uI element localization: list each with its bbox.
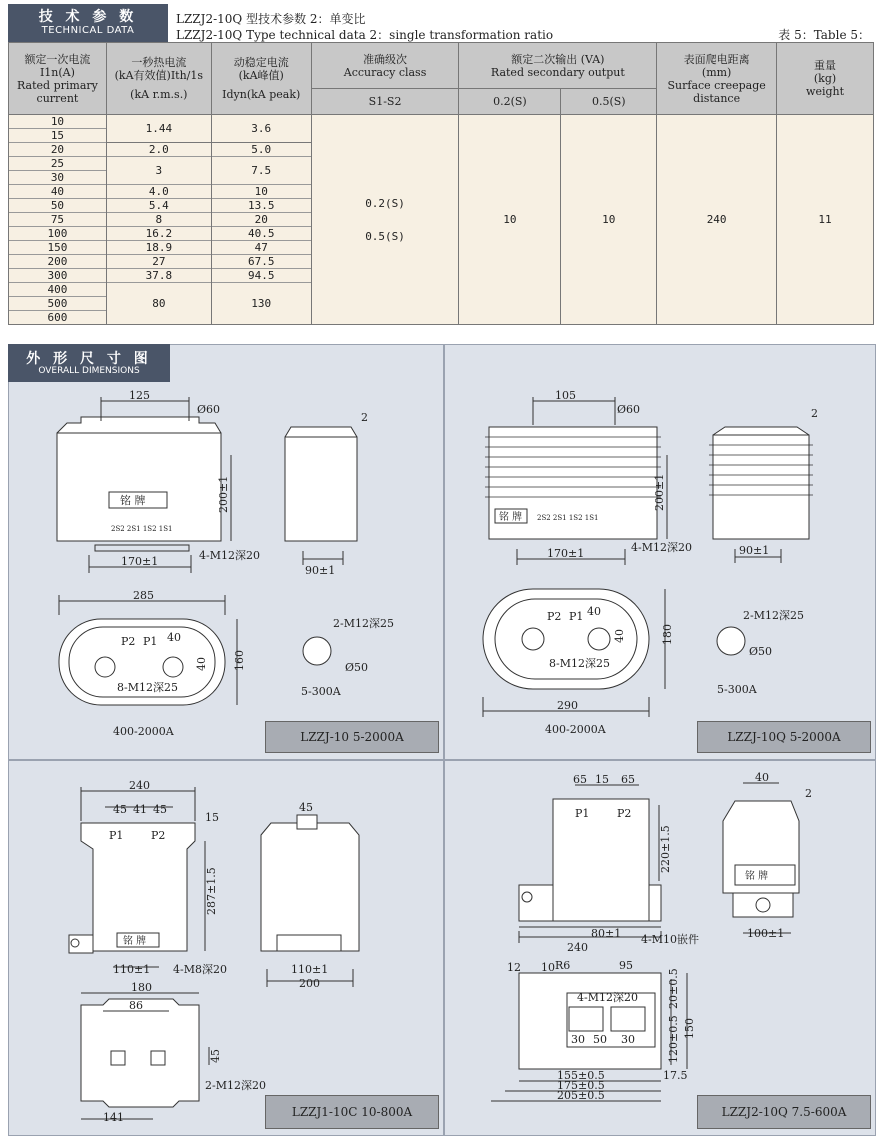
header-secondary: 额定二次输出 (VA) Rated secondary output <box>459 43 657 89</box>
sub-05: 0.5(S) <box>561 89 657 115</box>
svg-text:200±1: 200±1 <box>217 475 230 513</box>
model-label: LZZJ1-10C 10-800A <box>265 1095 439 1129</box>
overall-dimensions-badge <box>8 344 170 382</box>
svg-text:90±1: 90±1 <box>739 544 770 557</box>
thermal-cell: 8 <box>106 213 211 227</box>
svg-text:41: 41 <box>133 803 147 816</box>
svg-text:铭 牌: 铭 牌 <box>120 494 146 507</box>
svg-text:40: 40 <box>755 771 769 784</box>
header-thermal: 一秒热电流 (kA有效值)Ith/1s (kA r.m.s.) <box>106 43 211 115</box>
current-cell: 200 <box>9 255 107 269</box>
svg-text:Ø60: Ø60 <box>197 403 221 416</box>
thermal-cell: 3 <box>106 157 211 185</box>
svg-text:45: 45 <box>153 803 167 816</box>
svg-text:400-2000A: 400-2000A <box>545 723 606 736</box>
svg-text:P1: P1 <box>109 829 124 842</box>
current-cell: 600 <box>9 311 107 325</box>
accuracy-cell: 0.2(S) 0.5(S) <box>311 115 459 325</box>
svg-text:2: 2 <box>811 407 818 420</box>
thermal-cell: 37.8 <box>106 269 211 283</box>
badge-en: OVERALL DIMENSIONS <box>38 366 140 376</box>
svg-text:4-M12深20: 4-M12深20 <box>631 541 692 554</box>
svg-text:P1: P1 <box>143 635 158 648</box>
badge-cn: 技 术 参 数 <box>38 9 138 25</box>
svg-text:86: 86 <box>129 999 143 1012</box>
drawing-panel-lzzj-10 <box>8 344 444 760</box>
svg-text:110±1: 110±1 <box>291 963 329 976</box>
svg-text:90±1: 90±1 <box>305 564 336 577</box>
svg-text:220±1.5: 220±1.5 <box>659 825 672 873</box>
svg-text:400-2000A: 400-2000A <box>113 725 174 738</box>
svg-text:180: 180 <box>131 981 152 994</box>
thermal-cell: 18.9 <box>106 241 211 255</box>
svg-text:65: 65 <box>573 773 587 786</box>
model-label: LZZJ2-10Q 7.5-600A <box>697 1095 871 1129</box>
output-02-cell: 10 <box>459 115 561 325</box>
model-label: LZZJ-10 5-2000A <box>265 721 439 753</box>
svg-text:50: 50 <box>593 1033 607 1046</box>
svg-text:125: 125 <box>129 389 150 402</box>
current-cell: 150 <box>9 241 107 255</box>
svg-text:12: 12 <box>507 961 521 974</box>
header-current: 额定一次电流 I1n(A) Rated primary current <box>9 43 107 115</box>
header-dynamic: 动稳定电流 (kA峰值) Idyn(kA peak) <box>211 43 311 115</box>
badge-en: TECHNICAL DATA <box>41 25 135 36</box>
svg-text:155±0.5: 155±0.5 <box>557 1069 605 1082</box>
thermal-cell: 16.2 <box>106 227 211 241</box>
svg-text:5-300A: 5-300A <box>301 685 341 698</box>
thermal-cell: 4.0 <box>106 185 211 199</box>
svg-text:2-M12深20: 2-M12深20 <box>205 1079 266 1092</box>
drawing-panel-lzzj-10q <box>444 344 876 760</box>
svg-text:45: 45 <box>113 803 127 816</box>
spec-table <box>8 42 874 325</box>
current-cell: 400 <box>9 283 107 297</box>
dynamic-cell: 3.6 <box>211 115 311 143</box>
svg-text:290: 290 <box>557 699 578 712</box>
current-cell: 10 <box>9 115 107 129</box>
thermal-cell: 1.44 <box>106 115 211 143</box>
svg-text:100±1: 100±1 <box>747 927 785 940</box>
svg-text:200±1: 200±1 <box>653 473 666 511</box>
svg-text:Ø60: Ø60 <box>617 403 641 416</box>
current-cell: 50 <box>9 199 107 213</box>
svg-text:P1: P1 <box>569 610 584 623</box>
svg-text:4-M12深20: 4-M12深20 <box>199 549 260 562</box>
svg-text:P2: P2 <box>547 610 562 623</box>
svg-text:240: 240 <box>129 779 150 792</box>
svg-text:105: 105 <box>555 389 576 402</box>
svg-text:4-M8深20: 4-M8深20 <box>173 963 227 976</box>
drawing-lzzj-10q <box>445 345 875 759</box>
thermal-cell: 27 <box>106 255 211 269</box>
svg-text:铭 牌: 铭 牌 <box>123 936 147 947</box>
svg-text:285: 285 <box>133 589 154 602</box>
svg-text:180: 180 <box>661 624 674 645</box>
current-cell: 500 <box>9 297 107 311</box>
current-cell: 300 <box>9 269 107 283</box>
header-accuracy: 准确级次 Accuracy class <box>311 43 459 89</box>
svg-text:铭 牌: 铭 牌 <box>499 512 523 523</box>
svg-text:4-M12深20: 4-M12深20 <box>577 991 638 1004</box>
svg-text:8-M12深25: 8-M12深25 <box>549 657 610 670</box>
svg-text:10: 10 <box>541 961 555 974</box>
svg-text:160: 160 <box>233 650 246 671</box>
svg-text:Ø50: Ø50 <box>345 661 369 674</box>
header-creepage: 表面爬电距离 (mm) Surface creepage distance <box>657 43 777 115</box>
dynamic-cell: 130 <box>211 283 311 325</box>
svg-text:40: 40 <box>195 657 208 671</box>
title-en: LZZJ2-10Q Type technical data 2：single transformation ratio <box>176 28 554 42</box>
svg-text:2: 2 <box>805 787 812 800</box>
dynamic-cell: 20 <box>211 213 311 227</box>
svg-text:8-M12深25: 8-M12深25 <box>117 681 178 694</box>
svg-text:5-300A: 5-300A <box>717 683 757 696</box>
dynamic-cell: 94.5 <box>211 269 311 283</box>
drawing-panel-lzzj2-10q <box>444 760 876 1136</box>
current-cell: 100 <box>9 227 107 241</box>
svg-text:R6: R6 <box>555 959 571 972</box>
svg-text:P1: P1 <box>575 807 590 820</box>
svg-text:110±1: 110±1 <box>113 963 151 976</box>
drawing-panel-lzzj1-10c <box>8 760 444 1136</box>
svg-text:Ø50: Ø50 <box>749 645 773 658</box>
current-cell: 25 <box>9 157 107 171</box>
svg-text:45: 45 <box>209 1049 222 1063</box>
table-ref: 表 5：Table 5： <box>778 28 870 42</box>
svg-text:40: 40 <box>587 605 601 618</box>
badge-cn: 外 形 尺 寸 图 <box>26 351 152 367</box>
drawing-lzzj-10 <box>9 345 443 759</box>
drawing-lzzj2-10q <box>445 761 875 1135</box>
dynamic-cell: 67.5 <box>211 255 311 269</box>
thermal-cell: 80 <box>106 283 211 325</box>
svg-text:150: 150 <box>683 1018 696 1039</box>
thermal-cell: 2.0 <box>106 143 211 157</box>
svg-text:45: 45 <box>299 801 313 814</box>
header <box>8 4 872 42</box>
svg-text:17.5: 17.5 <box>663 1069 688 1082</box>
svg-text:40: 40 <box>613 629 626 643</box>
svg-text:2-M12深25: 2-M12深25 <box>333 617 394 630</box>
weight-cell: 11 <box>777 115 874 325</box>
dynamic-cell: 10 <box>211 185 311 199</box>
dynamic-cell: 7.5 <box>211 157 311 185</box>
svg-text:2S2 2S1 1S2 1S1: 2S2 2S1 1S2 1S1 <box>111 525 173 533</box>
svg-text:120±0.5: 120±0.5 <box>667 1015 680 1063</box>
current-cell: 30 <box>9 171 107 185</box>
svg-text:4-M10嵌件: 4-M10嵌件 <box>641 933 699 946</box>
svg-text:65: 65 <box>621 773 635 786</box>
current-cell: 40 <box>9 185 107 199</box>
sub-s1s2: S1-S2 <box>311 89 459 115</box>
dynamic-cell: 47 <box>211 241 311 255</box>
dynamic-cell: 5.0 <box>211 143 311 157</box>
svg-text:P2: P2 <box>151 829 166 842</box>
svg-text:175±0.5: 175±0.5 <box>557 1079 605 1092</box>
svg-text:80±1: 80±1 <box>591 927 622 940</box>
svg-text:287±1.5: 287±1.5 <box>205 867 218 915</box>
svg-text:170±1: 170±1 <box>547 547 585 560</box>
thermal-cell: 5.4 <box>106 199 211 213</box>
sub-02: 0.2(S) <box>459 89 561 115</box>
technical-data-badge <box>8 4 168 42</box>
dynamic-cell: 40.5 <box>211 227 311 241</box>
svg-text:40: 40 <box>167 631 181 644</box>
svg-text:20±0.5: 20±0.5 <box>667 968 680 1009</box>
svg-text:2S2 2S1 1S2 1S1: 2S2 2S1 1S2 1S1 <box>537 514 599 522</box>
title-cn: LZZJ2-10Q 型技术参数 2：单变比 <box>176 12 366 26</box>
current-cell: 15 <box>9 129 107 143</box>
svg-text:240: 240 <box>567 941 588 954</box>
svg-text:200: 200 <box>299 977 320 990</box>
svg-text:170±1: 170±1 <box>121 555 159 568</box>
model-label: LZZJ-10Q 5-2000A <box>697 721 871 753</box>
output-05-cell: 10 <box>561 115 657 325</box>
header-weight: 重量 (kg) weight <box>777 43 874 115</box>
svg-text:P2: P2 <box>121 635 136 648</box>
svg-text:141: 141 <box>103 1111 124 1124</box>
svg-text:2-M12深25: 2-M12深25 <box>743 609 804 622</box>
svg-text:30: 30 <box>621 1033 635 1046</box>
svg-text:15: 15 <box>205 811 219 824</box>
dynamic-cell: 13.5 <box>211 199 311 213</box>
svg-text:2: 2 <box>361 411 368 424</box>
svg-text:P2: P2 <box>617 807 632 820</box>
svg-text:30: 30 <box>571 1033 585 1046</box>
svg-text:205±0.5: 205±0.5 <box>557 1089 605 1102</box>
current-cell: 20 <box>9 143 107 157</box>
drawing-lzzj1-10c <box>9 761 443 1135</box>
creepage-cell: 240 <box>657 115 777 325</box>
svg-text:15: 15 <box>595 773 609 786</box>
svg-text:铭 牌: 铭 牌 <box>745 871 769 882</box>
current-cell: 75 <box>9 213 107 227</box>
svg-text:95: 95 <box>619 959 633 972</box>
